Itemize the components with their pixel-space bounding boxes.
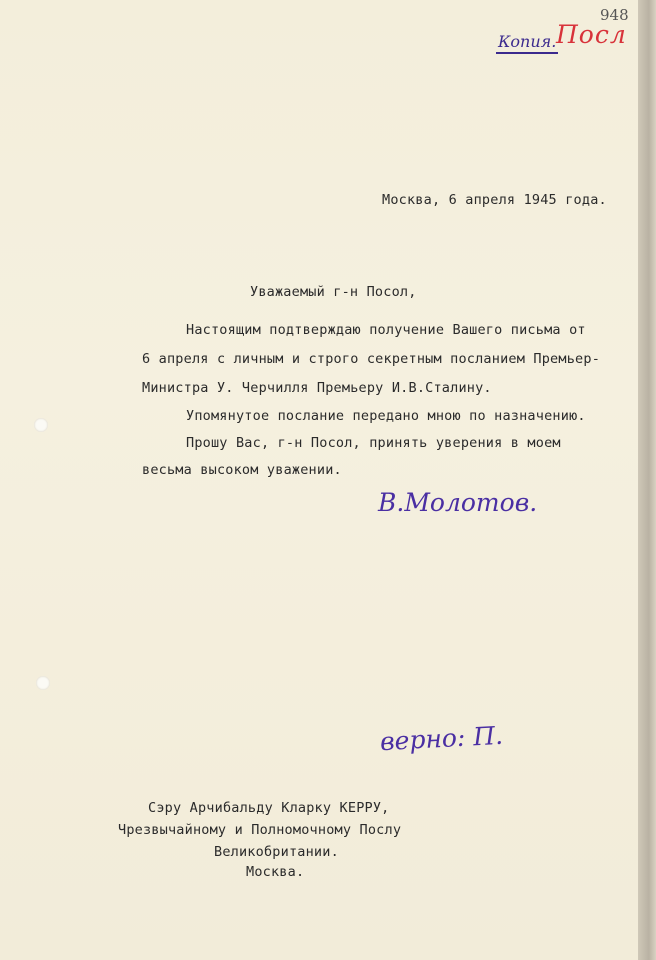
address-line: Сэру Арчибальду Кларку КЕРРУ, — [148, 800, 390, 816]
body-line: весьма высоком уважении. — [142, 462, 342, 478]
address-line: Москва. — [246, 864, 305, 880]
body-line: Министра У. Черчилля Премьеру И.В.Сталину. — [142, 380, 492, 396]
body-line: Прошу Вас, г-н Посол, принять уверения в моем — [186, 435, 561, 451]
address-line: Чрезвычайному и Полномочному Послу — [118, 822, 402, 838]
archive-number: 948 — [600, 6, 629, 24]
body-line: Настоящим подтверждаю получение Вашего письма от — [186, 322, 586, 338]
punch-hole-top — [34, 418, 48, 432]
verification-note: верно: П. — [379, 720, 504, 757]
copy-label: Копия. — [496, 32, 558, 54]
stamp-word: Посл — [556, 20, 627, 49]
signature: В.Молотов. — [378, 488, 538, 517]
date-line: Москва, 6 апреля 1945 года. — [382, 192, 607, 208]
salutation: Уважаемый г-н Посол, — [250, 284, 417, 300]
punch-hole-bottom — [36, 676, 50, 690]
page-edge — [638, 0, 656, 960]
body-line: Упомянутое послание передано мною по назначению. — [186, 408, 586, 424]
address-line: Великобритании. — [214, 844, 339, 860]
body-line: 6 апреля с личным и строго секретным посланием Премьер- — [142, 351, 601, 367]
